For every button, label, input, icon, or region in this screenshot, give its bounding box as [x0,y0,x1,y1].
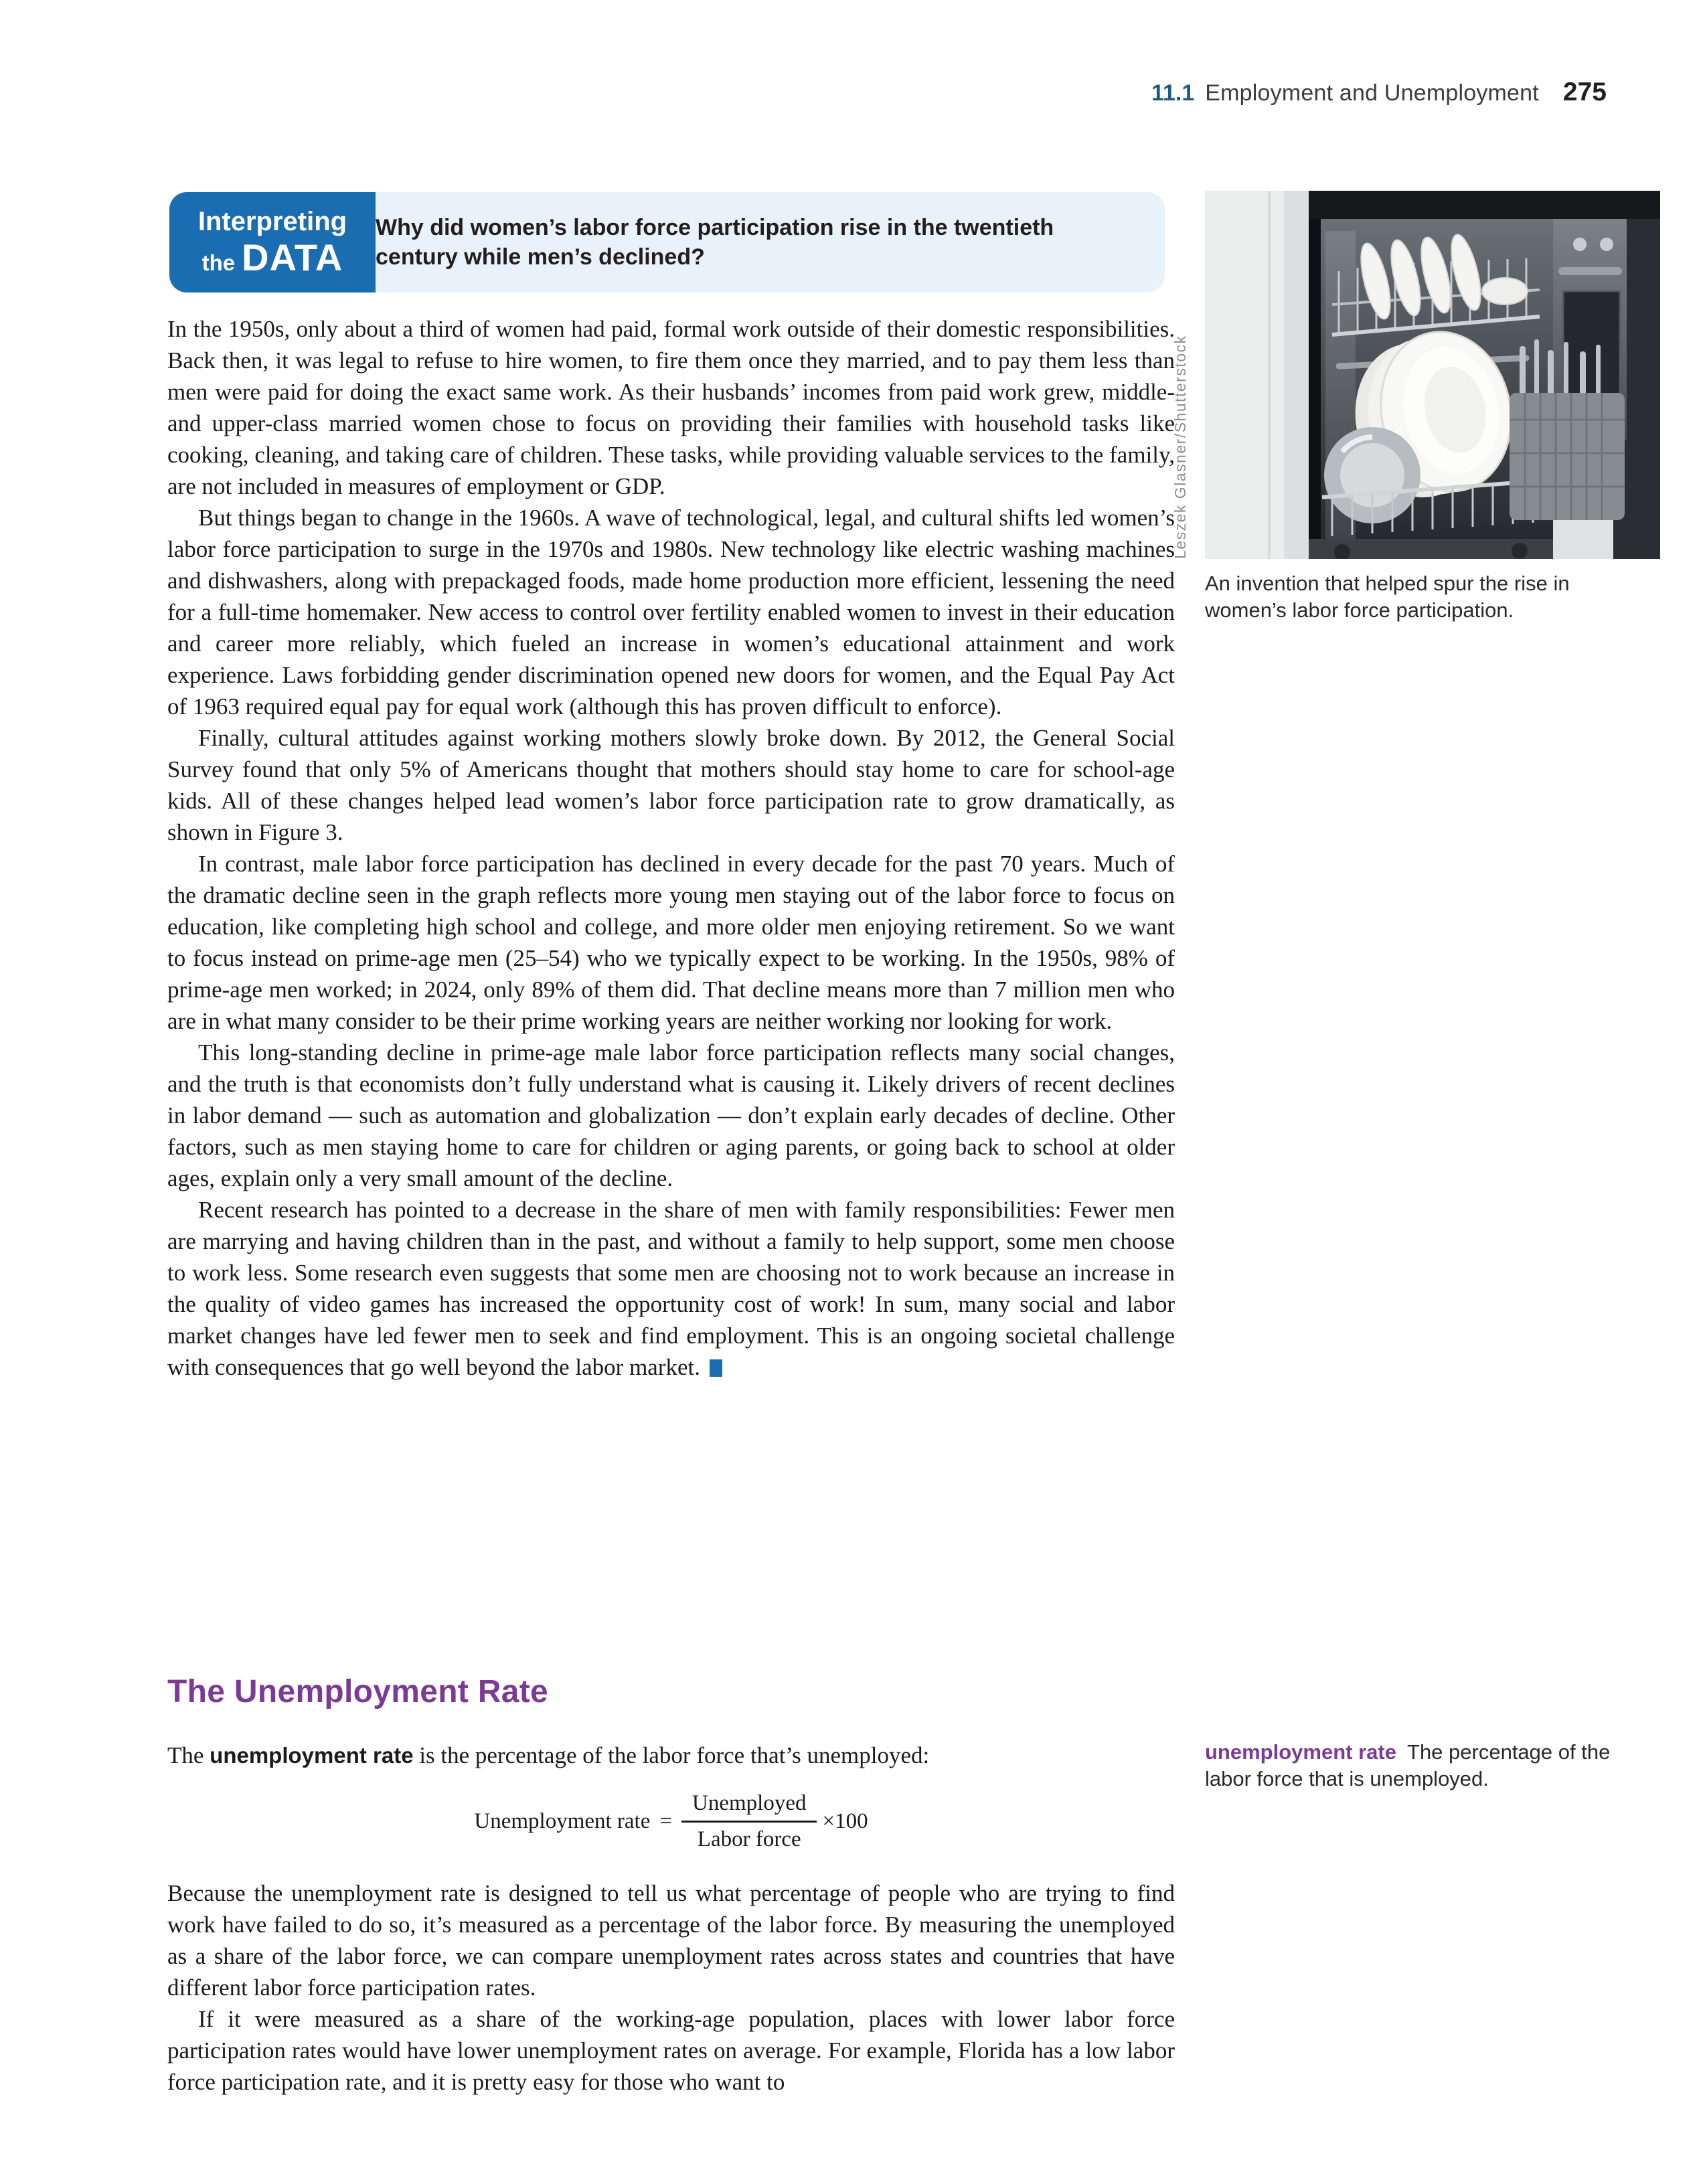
definition-paragraph [167,1740,1175,1771]
body-paragraph: Because the unemployment rate is designed to tell us what percentage of people who are trying to find work have failed to do so, it’s measured as a percentage of the labor force. By measuring the unemployed as a share of the labor force, we can compare unemployment rates across states and countries that have different labor force participation rates. [167,1880,1175,2001]
feature-question: Why did women’s labor force participation rise in the twentieth century while men’s declined? [376,214,1054,270]
end-of-feature-marker [710,1359,722,1377]
section-heading: The Unemployment Rate [167,1674,549,1709]
formula-denominator: Labor force [697,1827,801,1851]
body-paragraph [167,1194,1175,1383]
photo-caption: An invention that helped spur the rise in women’s labor force participation. [1205,572,1570,622]
margin-definition-note [1205,1739,1613,1792]
body-paragraph: Finally, cultural attitudes against working mothers slowly broke down. By 2012, the General Social Survey found that only 5% of Americans thought that mothers should stay home to care for school-age kids. All of these changes helped lead women’s labor force participation rate to grow dramatically, as shown in Figure 3. [167,725,1175,845]
interpreting-the-data-box [169,192,1165,292]
body-paragraph: In contrast, male labor force participation has declined in every decade for the past 70 years. Much of the dramatic decline seen in the graph reflects more young men staying out of the labor force to focus on education, like completing high school and college, and more older men enjoying retirement. So we want to focus instead on prime-age men (25–54) who we typically expect to be working. In the 1950s, 98% of prime-age men worked; in 2024, only 89% of them did. That decline means more than 7 million men who are in what many consider to be their prime working years are neither working nor looking for work. [167,851,1175,1034]
unemployment-rate-formula [167,1791,1175,1852]
body-paragraph-text: Recent research has pointed to a decrease in the share of men with family responsibilities: Fewer men are marrying and having children than in the past, and without a family to help support, some men choose to work less. Some research even suggests that some men are choosing not to work because an increase in the quality of video games has increased the opportunity cost of work! In sum, many social and labor market changes have led fewer men to seek and find employment. This is an ongoing societal challenge with consequences that go well beyond the labor market. [167,1197,1175,1380]
key-term: unemployment rate [210,1743,414,1768]
feature-body-text [167,313,1175,1383]
section-number: 11.1 [1151,80,1195,106]
definition-pre: The [167,1742,210,1768]
body-paragraph: But things began to change in the 1960s. A wave of technological, legal, and cultural shifts led women’s labor force participation to surge in the 1970s and 1980s. New technology like electric washing machines and dishwashers, along with prepackaged foods, made home production more efficient, lessening the need for a full-time homemaker. New access to control over fertility enabled women to invest in their education and career more reliably, which fueled an increase in women’s educational attainment and work experience. Laws forbidding gender discrimination opened new doors for women, and the Equal Pay Act of 1963 required equal pay for equal work (although this has proven difficult to enforce). [167,505,1175,720]
formula-multiplier: ×100 [822,1809,868,1833]
photo-credit: Leszek Glasner/Shutterstock [1171,335,1189,559]
badge-line-1: Interpreting [197,207,347,237]
running-head [1151,78,1607,107]
dishwasher-photo-illustration [1205,191,1660,559]
badge-data: DATA [242,236,343,278]
badge-the: the [201,250,236,275]
body-paragraph: In the 1950s, only about a third of women had paid, formal work outside of their domestic responsibilities. Back then, it was legal to refuse to hire women, to fire them once they married, and to pay them less than men were paid for doing the exact same work. As their husbands’ incomes from paid work grew, middle- and upper-class married women chose to focus on providing their families with household tasks like cooking, cleaning, and taking care of children. These tasks, while providing valuable services to the family, are not included in measures of employment or GDP. [167,316,1175,499]
unemployment-rate-section [167,1673,1175,2098]
section-title: Employment and Unemployment [1205,80,1539,106]
margin-term: unemployment rate [1205,1740,1396,1764]
formula-fraction [681,1791,817,1852]
definition-post: is the percentage of the labor force that’s unemployed: [413,1742,930,1768]
margin-definition: The percentage of the labor force that is unemployed. [1205,1740,1611,1790]
interpreting-data-badge [169,192,376,292]
body-paragraph: If it were measured as a share of the working-age population, places with lower labor force participation rates would have lower unemployment rates on average. For example, Florida has a low labor force participation rate, and it is pretty easy for those who want to [167,2006,1175,2095]
page-number: 275 [1562,78,1607,106]
formula-numerator: Unemployed [681,1791,817,1823]
formula-lhs: Unemployment rate [474,1809,651,1833]
equals-sign: = [659,1809,673,1833]
body-paragraph: This long-standing decline in prime-age male labor force participation reflects many social changes, and the truth is that economists don’t fully understand what is causing it. Likely drivers of recent declines in labor demand — such as automation and globalization — don’t explain early decades of decline. Other factors, such as men staying home to care for children or aging parents, or going back to school at older ages, explain only a very small amount of the decline. [167,1039,1175,1191]
badge-line-2 [202,238,343,276]
dishwasher-photo [1205,191,1660,559]
